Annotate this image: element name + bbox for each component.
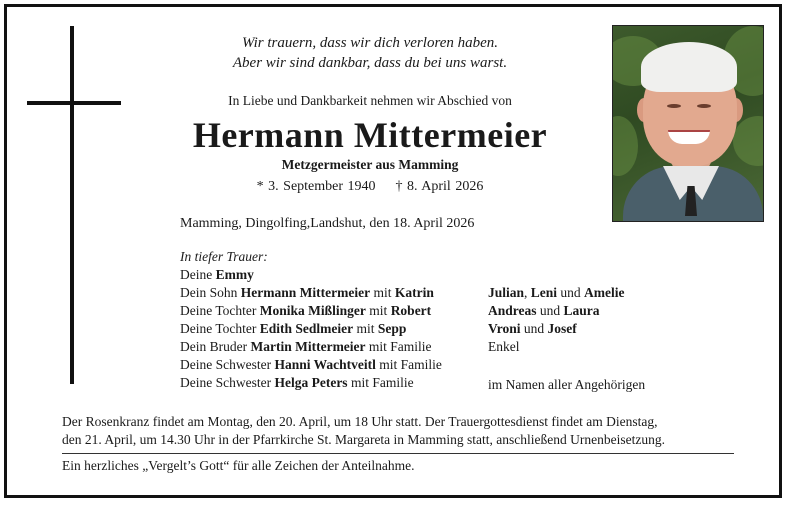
mourner-line-part: Sepp bbox=[377, 321, 407, 336]
mourner-line-part: Deine Schwester bbox=[180, 375, 275, 390]
mourner-line-part: Dein Bruder bbox=[180, 339, 251, 354]
mourner-line-part: Deine Schwester bbox=[180, 357, 275, 372]
mourner-line-part: Deine bbox=[180, 267, 216, 282]
mourner-line-part: mit Familie bbox=[375, 357, 442, 372]
grandchild-line-part: Laura bbox=[563, 303, 600, 318]
mourner-line bbox=[180, 266, 442, 284]
on-behalf-text: im Namen aller Angehörigen bbox=[488, 377, 646, 392]
grandchild-line-part: , bbox=[524, 285, 531, 300]
mourner-line-part: mit bbox=[370, 285, 395, 300]
grandchildren-list bbox=[488, 284, 645, 394]
mourner-line bbox=[180, 374, 442, 392]
quote-line-1: Wir trauern, dass wir dich verloren haben. bbox=[241, 35, 499, 51]
mourner-line-part: Emmy bbox=[215, 267, 254, 282]
mourner-line-part: Katrin bbox=[394, 285, 434, 300]
mourner-line-part: mit Familie bbox=[365, 339, 432, 354]
grandchild-line-part: Vroni bbox=[488, 321, 521, 336]
death-date: † 8. April 2026 bbox=[395, 179, 484, 194]
mourner-line bbox=[180, 284, 442, 302]
mourner-line-part: Monika Mißlinger bbox=[259, 303, 366, 318]
grandchild-line-part: Amelie bbox=[584, 285, 625, 300]
cross-icon-bar bbox=[27, 101, 121, 105]
mourner-line-part: mit bbox=[353, 321, 378, 336]
grandchild-line-part: Julian bbox=[488, 285, 525, 300]
mourner-line bbox=[180, 320, 442, 338]
service-notice-line-2: den 21. April, um 14.30 Uhr in der Pfarrkirche St. Margareta in Mamming statt, anschließend Urnenbeisetzung. bbox=[62, 432, 665, 447]
mourner-line-part: Hermann Mittermeier bbox=[240, 285, 371, 300]
service-notice bbox=[62, 413, 742, 449]
mourner-line bbox=[180, 302, 442, 320]
mourner-line-part: Helga Peters bbox=[274, 375, 348, 390]
mourner-line-part: mit Familie bbox=[347, 375, 414, 390]
grandchild-line bbox=[488, 320, 645, 338]
quote-line-2: Aber wir sind dankbar, dass du bei uns warst. bbox=[232, 55, 508, 71]
thanks-text: Ein herzliches „Vergelt’s Gott“ für alle Zeichen der Anteilnahme. bbox=[62, 458, 415, 473]
grandchild-line-part: Andreas bbox=[488, 303, 537, 318]
service-notice-line-1: Der Rosenkranz findet am Montag, den 20. April, um 18 Uhr statt. Der Trauergottesdienst findet am Dienstag, bbox=[62, 414, 658, 429]
intro-text: In Liebe und Dankbarkeit nehmen wir Abschied von bbox=[228, 93, 512, 108]
divider bbox=[62, 453, 734, 454]
grandchild-line bbox=[488, 338, 645, 356]
portrait-photo bbox=[612, 25, 764, 222]
mourners-list bbox=[180, 248, 442, 392]
mourner-line-part: Hanni Wachtveitl bbox=[274, 357, 376, 372]
birth-date: * 3. September 1940 bbox=[256, 179, 376, 194]
deceased-name: Hermann Mittermeier bbox=[192, 115, 548, 155]
cross-icon bbox=[70, 26, 74, 384]
grandchild-line-part: Leni bbox=[530, 285, 558, 300]
place-and-date: Mamming, Dingolfing,Landshut, den 18. April 2026 bbox=[180, 216, 475, 231]
mourner-line-part: Dein Sohn bbox=[180, 285, 241, 300]
life-dates bbox=[160, 179, 580, 195]
grandchild-line-part: und bbox=[557, 285, 585, 300]
mourner-line-part: Deine Tochter bbox=[180, 303, 260, 318]
grandchild-line-part: und bbox=[520, 321, 548, 336]
mourner-line-part: Martin Mittermeier bbox=[250, 339, 366, 354]
mourner-line bbox=[180, 356, 442, 374]
mourner-line-part: Edith Sedlmeier bbox=[259, 321, 354, 336]
mourner-line-part: Robert bbox=[390, 303, 432, 318]
mourner-line-part: Deine Tochter bbox=[180, 321, 260, 336]
deceased-profession: Metzgermeister aus Mamming bbox=[281, 157, 459, 172]
grandchild-line-part: Josef bbox=[547, 321, 577, 336]
grandchild-line-part: und bbox=[536, 303, 564, 318]
mourners-heading: In tiefer Trauer: bbox=[180, 249, 268, 264]
mourner-line-part: mit bbox=[365, 303, 391, 318]
mourner-line bbox=[180, 338, 442, 356]
grandchild-line-part: Enkel bbox=[488, 339, 520, 354]
grandchild-line bbox=[488, 302, 645, 320]
grandchild-line bbox=[488, 284, 645, 302]
